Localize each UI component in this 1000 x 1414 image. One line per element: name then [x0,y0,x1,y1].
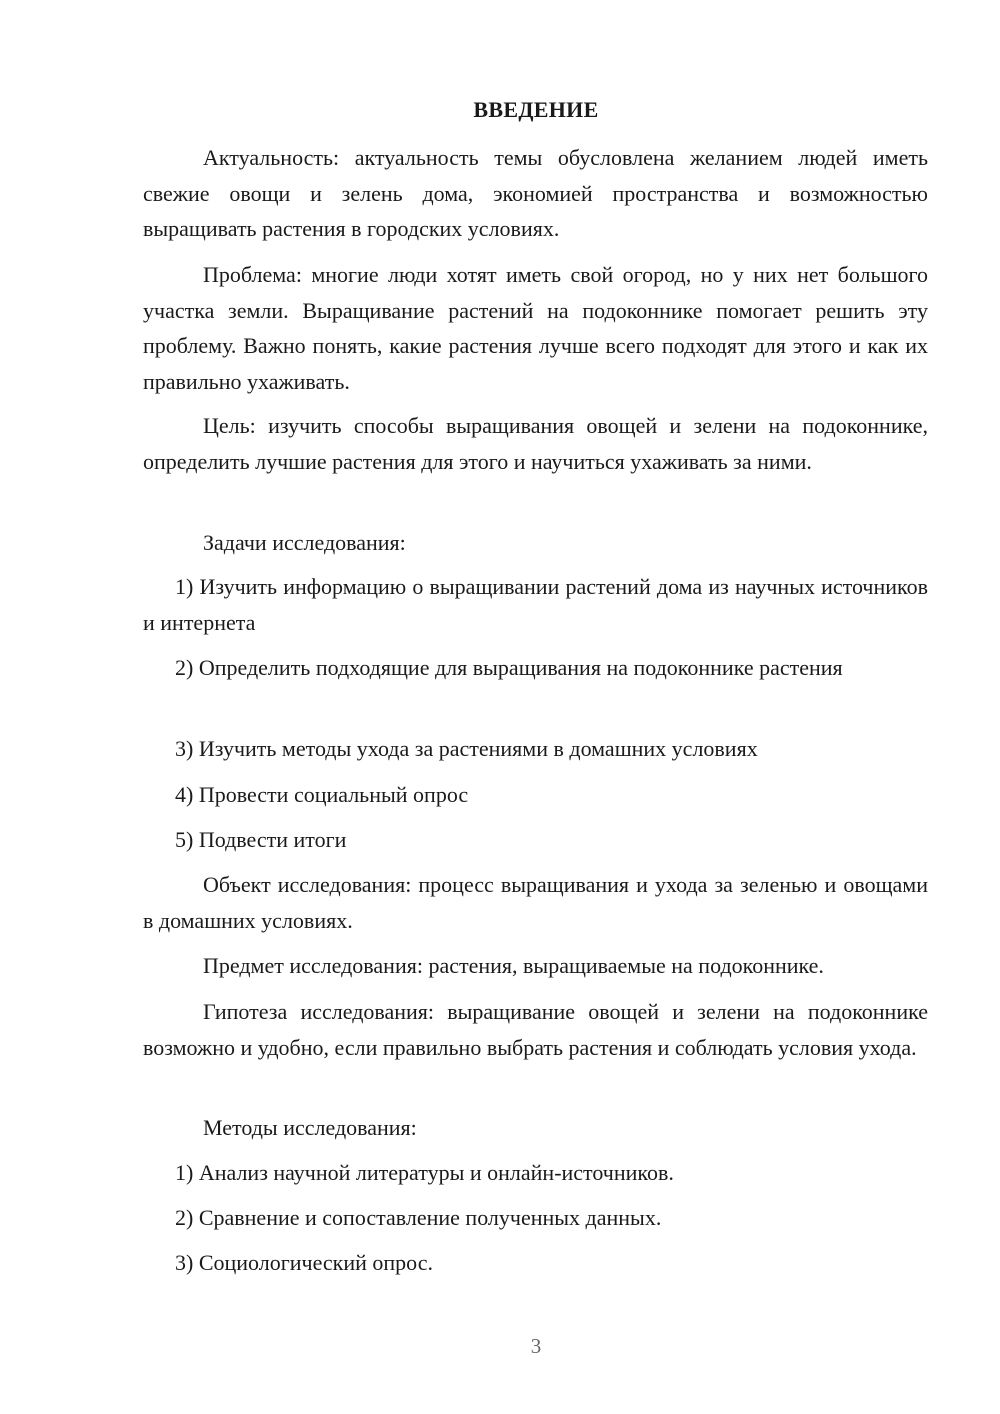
paragraph-subject: Предмет исследования: растения, выращиваемые на подоконнике. [203,953,824,978]
paragraph-hypothesis: Гипотеза исследования: выращивание овощей и зелени на подоконнике возможно и удобно, если правильно выбрать растения и соблюдать условия ухода. [143,999,928,1060]
page-title: ВВЕДЕНИЕ [473,97,599,122]
tasks-heading: Задачи исследования: [203,530,406,555]
task-item-1: 1) Изучить информацию о выращивании растений дома из научных источников и интернета [143,574,928,635]
paragraph-goal: Цель: изучить способы выращивания овощей и зелени на подоконнике, определить лучшие растения для этого и научиться ухаживать за ними. [143,413,928,474]
method-item-2: 2) Сравнение и сопоставление полученных данных. [175,1205,662,1230]
task-item-3: 3) Изучить методы ухода за растениями в домашних условиях [175,736,758,761]
methods-heading: Методы исследования: [203,1115,417,1140]
paragraph-object: Объект исследования: процесс выращивания и ухода за зеленью и овощами в домашних условиях. [143,872,928,933]
page-number: 3 [530,1334,542,1358]
method-item-1: 1) Анализ научной литературы и онлайн-источников. [175,1160,674,1185]
paragraph-problem: Проблема: многие люди хотят иметь свой огород, но у них нет большого участка земли. Выращивание растений на подоконнике помогает решить эту проблему. Важно понять, какие растения лучше всего подходят для этого и как их правильно ухаживать. [143,262,928,394]
task-item-5: 5) Подвести итоги [175,827,347,852]
paragraph-relevance: Актуальность: актуальность темы обусловлена желанием людей иметь свежие овощи и зелень дома, экономией пространства и возможностью выращивать растения в городских условиях. [143,145,928,241]
method-item-3: 3) Социологический опрос. [175,1250,433,1275]
task-item-2: 2) Определить подходящие для выращивания на подоконнике растения [175,655,843,680]
task-item-4: 4) Провести социальный опрос [175,782,469,807]
